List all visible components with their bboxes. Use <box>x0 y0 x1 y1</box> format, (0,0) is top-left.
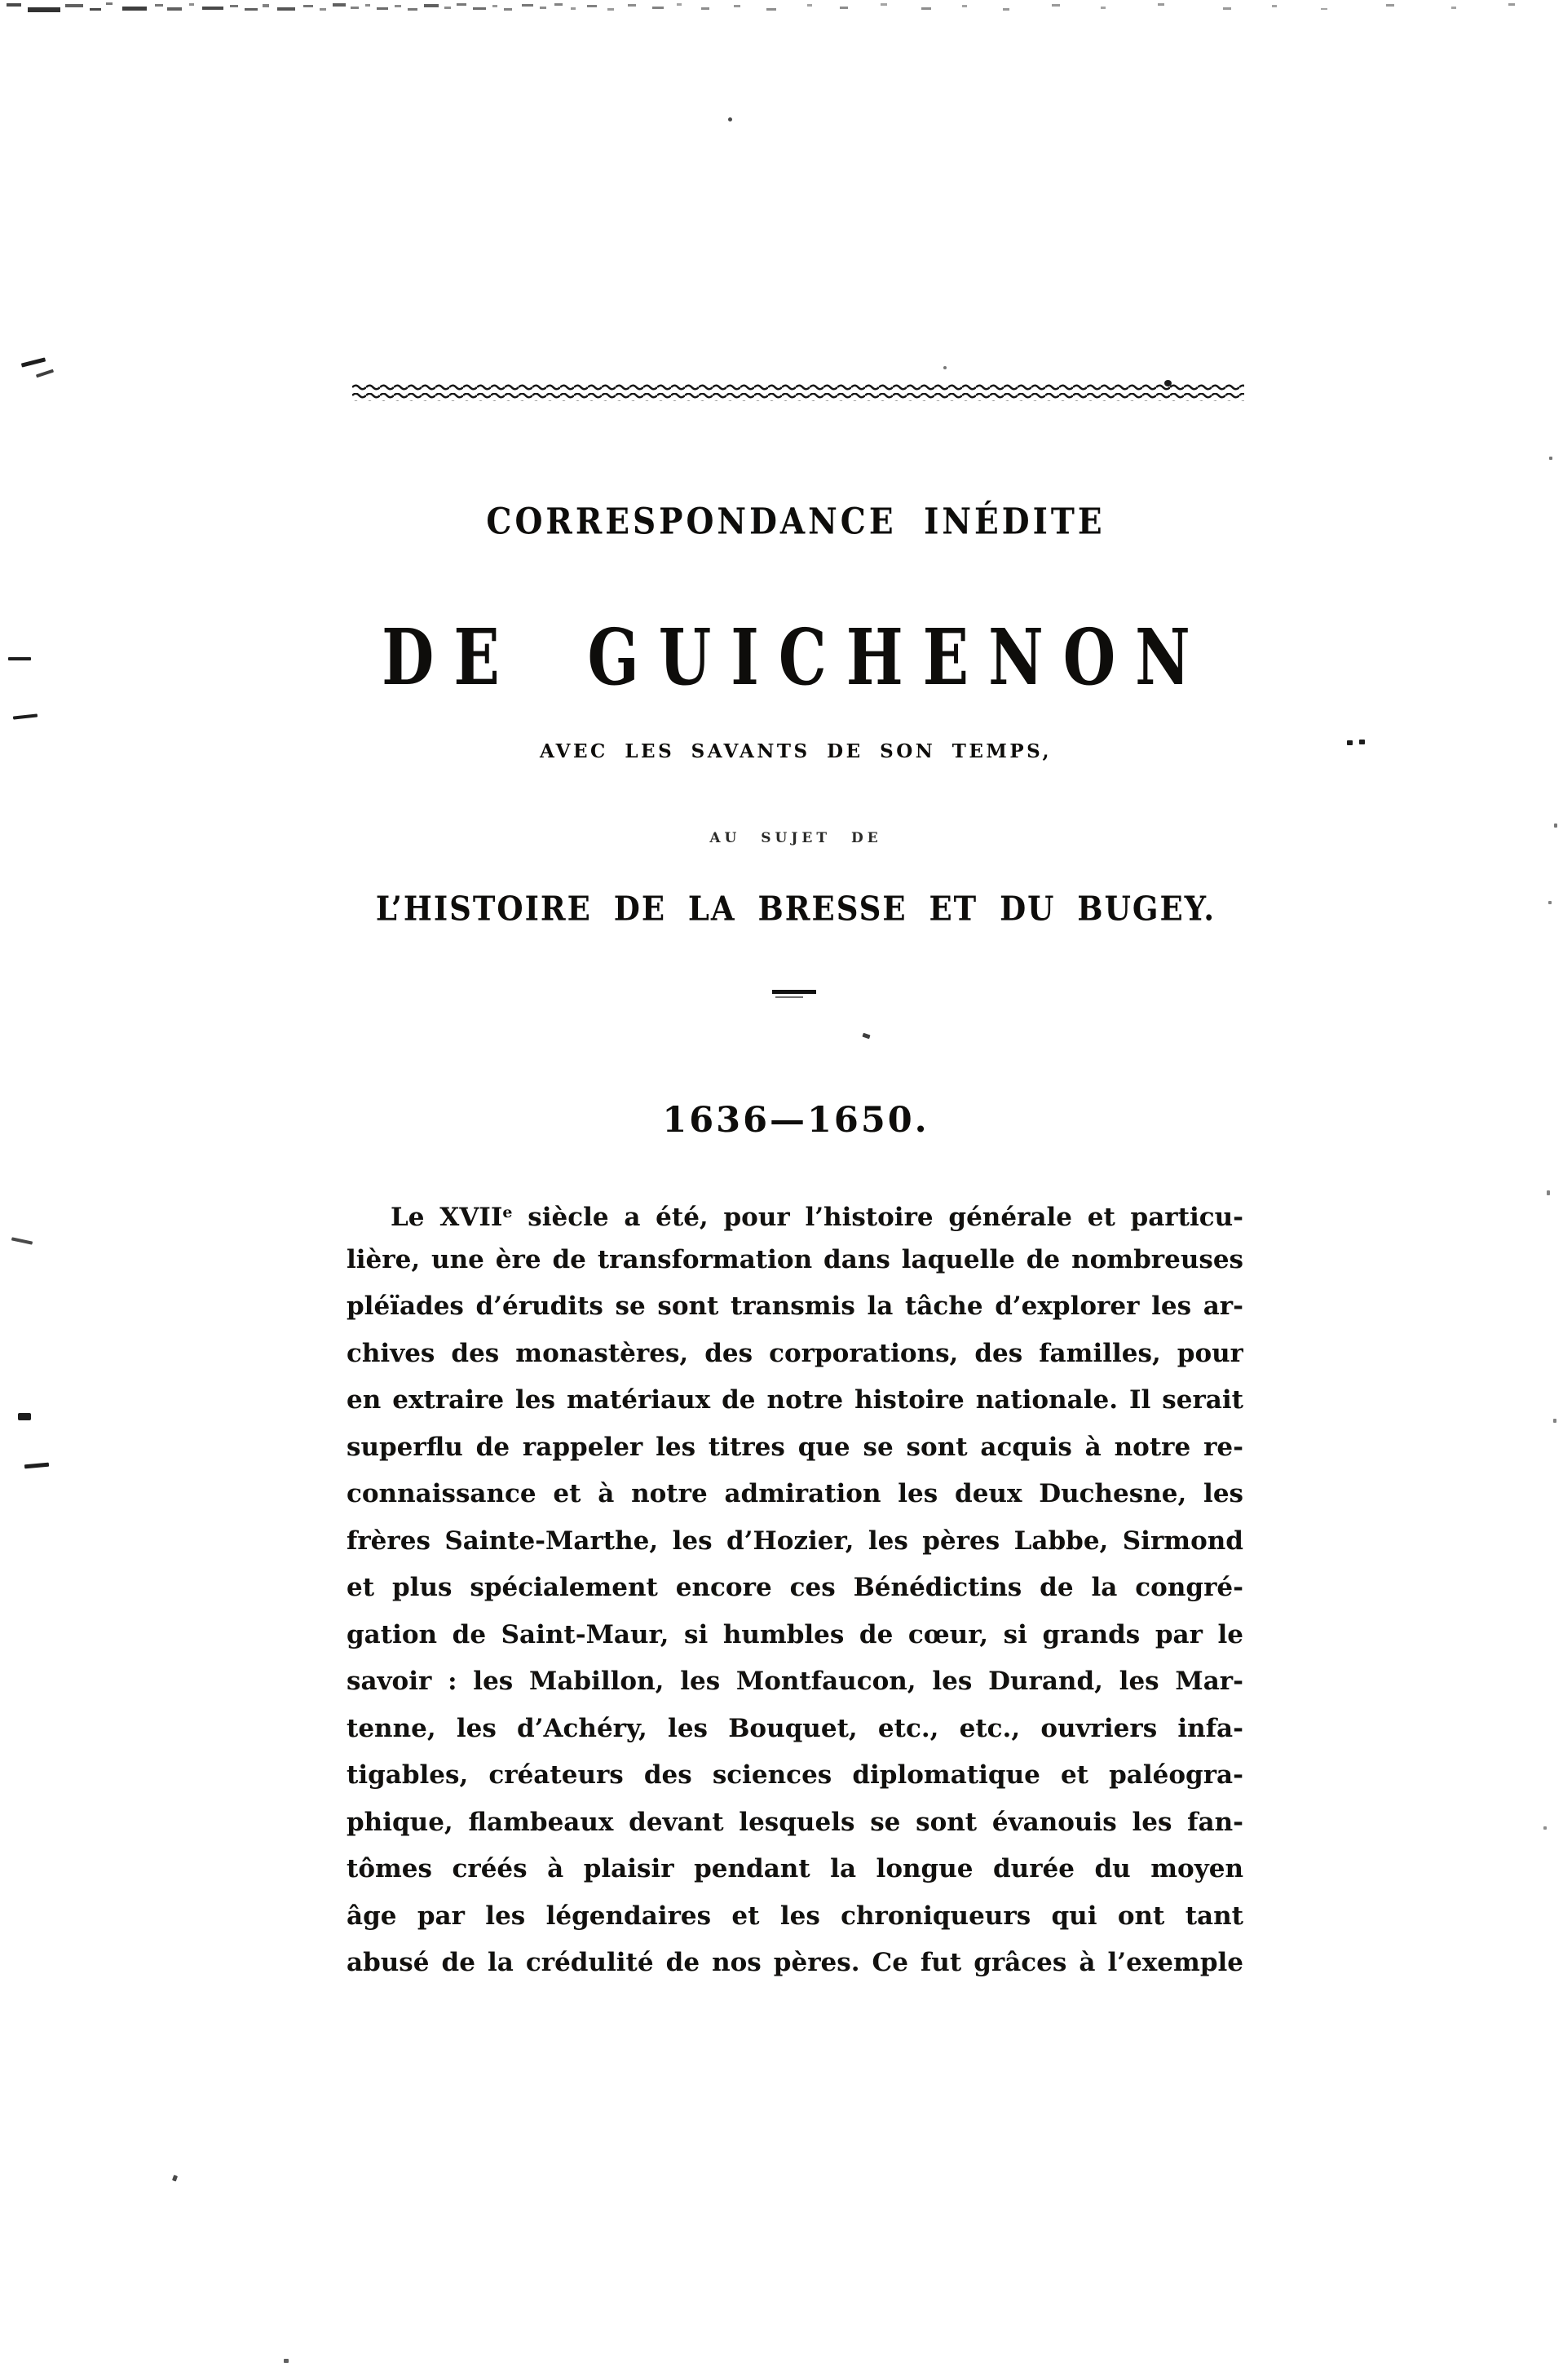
body-line: tômes créés à plaisir pendant la longue durée du moyen <box>347 1854 1243 1883</box>
margin-speck <box>11 1237 33 1244</box>
body-line: savoir : les Mabillon, les Montfaucon, les Durand, les Mar- <box>347 1667 1243 1696</box>
body-line: lière, une ère de transformation dans laquelle de nombreuses <box>347 1244 1243 1274</box>
margin-speck <box>8 657 31 660</box>
body-paragraph <box>347 1190 1243 1987</box>
margin-speck <box>284 2359 289 2363</box>
body-line: gation de Saint-Maur, si humbles de cœur, si grands par le <box>347 1619 1243 1649</box>
page-title: DE GUICHENON <box>382 613 1210 704</box>
body-line <box>347 1190 1243 1237</box>
body-line: en extraire les matériaux de notre histoire nationale. Il serait <box>347 1385 1243 1415</box>
margin-speck <box>1549 457 1552 460</box>
margin-speck <box>1543 1826 1547 1830</box>
scan-noise-band <box>0 0 1563 24</box>
margin-speck <box>1359 740 1365 744</box>
date-range: 1636—1650. <box>662 1100 929 1141</box>
body-line: pléïades d’érudits se sont transmis la tâche d’explorer les ar- <box>347 1292 1243 1321</box>
subject-title: L’HISTOIRE DE LA BRESSE ET DU BUGEY. <box>375 889 1216 929</box>
margin-speck <box>1547 1190 1550 1195</box>
body-line: tenne, les d’Achéry, les Bouquet, etc., etc., ouvriers infa- <box>347 1713 1243 1743</box>
margin-speck <box>862 1033 870 1040</box>
subject-intro: AU SUJET DE <box>709 830 882 846</box>
body-line: tigables, créateurs des sciences diplomatique et paléogra- <box>347 1760 1243 1790</box>
body-line: frères Sainte-Marthe, les d’Hozier, les pères Labbe, Sirmond <box>347 1526 1243 1556</box>
body-line: abusé de la crédulité de nos pères. Ce fut grâces à l’exemple <box>347 1948 1243 1977</box>
decorative-wavy-rule-icon <box>352 383 1244 404</box>
margin-speck <box>1554 824 1557 828</box>
margin-speck <box>24 1463 49 1469</box>
section-rule <box>772 990 816 994</box>
margin-speck <box>13 713 38 719</box>
margin-speck <box>21 357 46 367</box>
body-line: et plus spécialement encore ces Bénédictins de la congré- <box>347 1573 1243 1602</box>
body-line: superflu de rappeler les titres que se sont acquis à notre re- <box>347 1432 1243 1462</box>
subtitle: AVEC LES SAVANTS DE SON TEMPS, <box>540 740 1052 762</box>
margin-speck <box>1347 740 1353 745</box>
margin-speck <box>728 117 732 121</box>
section-rule-echo <box>775 996 803 998</box>
body-line: âge par les légendaires et les chroniqueurs qui ont tant <box>347 1901 1243 1931</box>
body-line: phique, flambeaux devant lesquels se sont évanouis les fan- <box>347 1807 1243 1837</box>
margin-speck <box>172 2175 178 2181</box>
body-line: chives des monastères, des corporations, des familles, pour <box>347 1338 1243 1368</box>
margin-speck <box>36 369 54 378</box>
margin-speck <box>1548 901 1552 904</box>
margin-speck <box>1553 1419 1556 1423</box>
margin-speck <box>1164 380 1172 386</box>
superscript-e: e <box>502 1203 513 1221</box>
body-line: connaissance et à notre admiration les deux Duchesne, les <box>347 1479 1243 1508</box>
series-kicker: CORRESPONDANCE INÉDITE <box>486 501 1106 543</box>
body-line-text: siècle a été, pour l’histoire générale et particu- <box>512 1203 1243 1232</box>
body-line-text: Le XVII <box>391 1203 503 1232</box>
margin-speck <box>18 1413 31 1420</box>
margin-speck <box>943 366 947 369</box>
